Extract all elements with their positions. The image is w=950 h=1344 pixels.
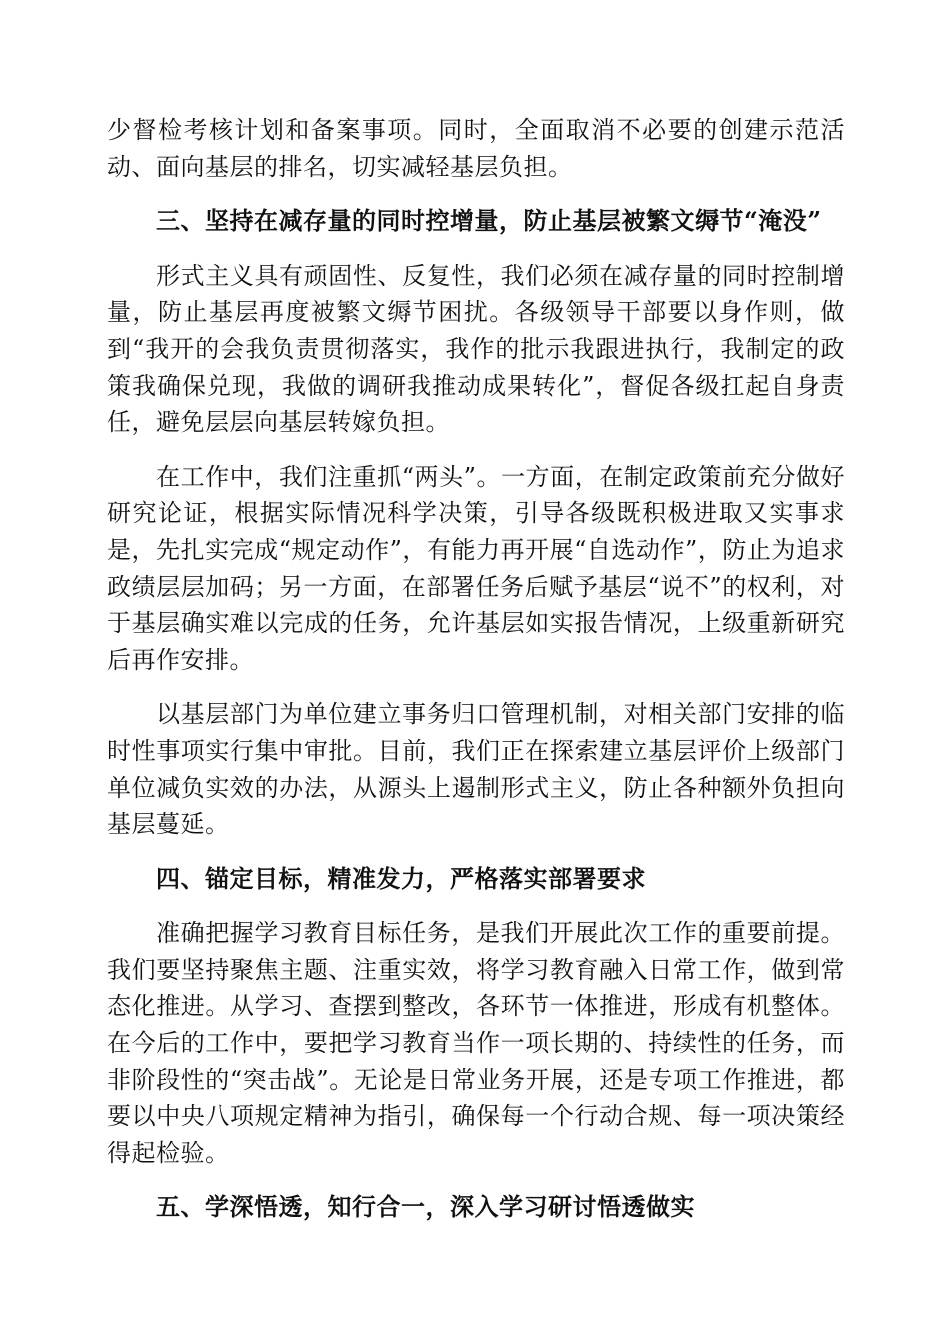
body-paragraph: 以基层部门为单位建立事务归口管理机制，对相关部门安排的临时性事项实行集中审批。目前，我们正在探索建立基层评价上级部门单位减负实效的办法，从源头上遏制形式主义，防止各种额外负担向基层蔓延。 — [107, 700, 845, 839]
body-paragraph-continuation: 少督检考核计划和备案事项。同时，全面取消不必要的创建示范活动、面向基层的排名，切实减轻基层负担。 — [107, 116, 845, 181]
body-paragraph: 准确把握学习教育目标任务，是我们开展此次工作的重要前提。我们要坚持聚焦主题、注重实效，将学习教育融入日常工作，做到常态化推进。从学习、查摆到整改，各环节一体推进，形成有机整体。在今后的工作中，要把学习教育当作一项长期的、持续性的任务，而非阶段性的“突击战”。无论是日常业务开展，还是专项工作推进，都要以中央八项规定精神为指引，确保每一个行动合规、每一项决策经得起检验。 — [107, 919, 845, 1167]
document-body — [107, 112, 845, 1226]
section-heading-3: 三、坚持在减存量的同时控增量，防止基层被繁文缛节“淹没” — [156, 206, 822, 236]
body-paragraph: 形式主义具有顽固性、反复性，我们必须在减存量的同时控制增量，防止基层再度被繁文缛节困扰。各级领导干部要以身作则，做到“我开的会我负责贯彻落实，我作的批示我跟进执行，我制定的政策我确保兑现，我做的调研我推动成果转化”，督促各级扛起自身责任，避免层层向基层转嫁负担。 — [107, 261, 845, 437]
body-paragraph: 在工作中，我们注重抓“两头”。一方面，在制定政策前充分做好研究论证，根据实际情况科学决策，引导各级既积极进取又实事求是，先扎实完成“规定动作”，有能力再开展“自选动作”，防止为追求政绩层层加码；另一方面，在部署任务后赋予基层“说不”的权利，对于基层确实难以完成的任务，允许基层如实报告情况，上级重新研究后再作安排。 — [107, 462, 845, 674]
section-heading-4: 四、锚定目标，精准发力，严格落实部署要求 — [156, 863, 646, 893]
section-heading-5: 五、学深悟透，知行合一，深入学习研讨悟透做实 — [156, 1192, 695, 1222]
